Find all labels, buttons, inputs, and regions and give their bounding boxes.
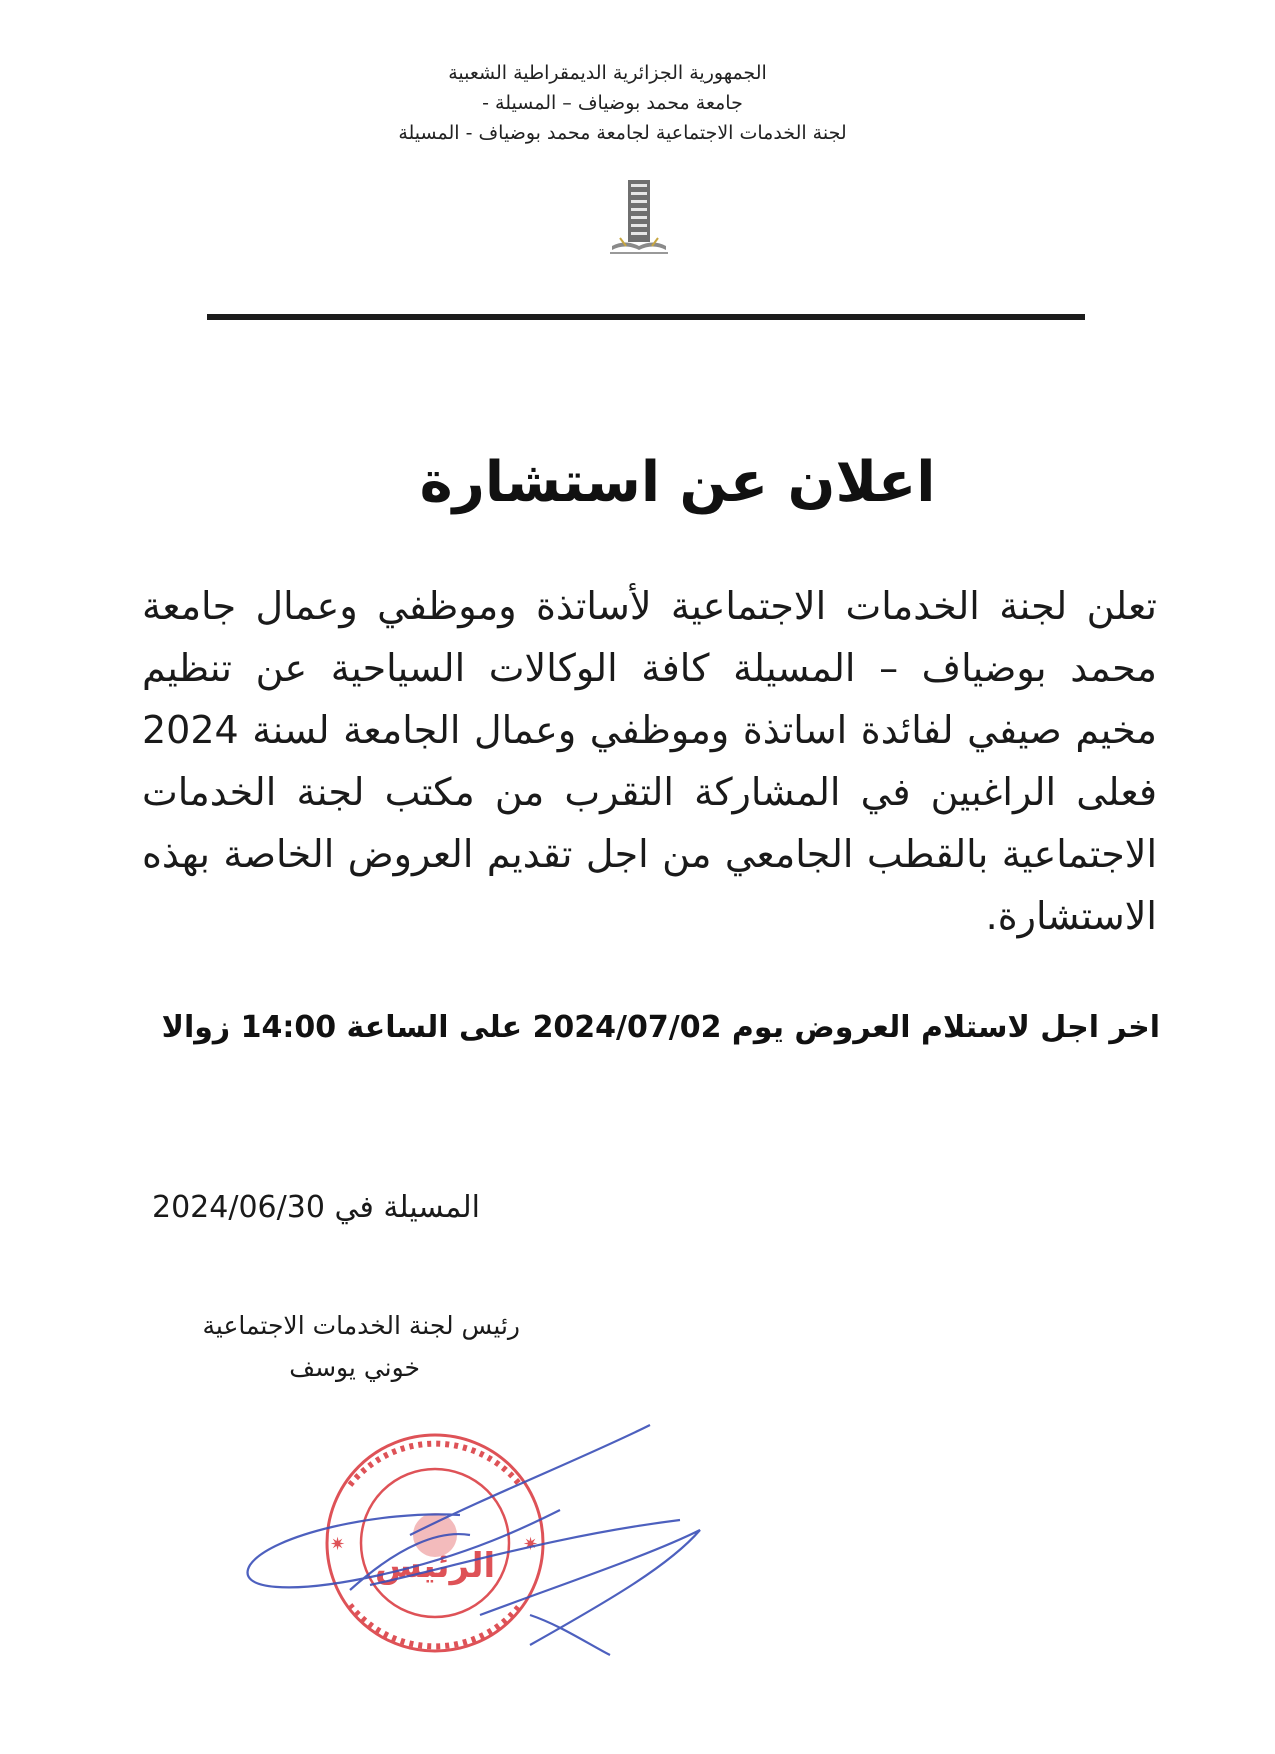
svg-text:الرئيس: الرئيس bbox=[374, 1546, 496, 1586]
handwritten-signature-icon bbox=[248, 1425, 700, 1655]
letterhead-republic: الجمهورية الجزائرية الديمقراطية الشعبية bbox=[448, 62, 767, 84]
stamp-seal-icon bbox=[327, 1435, 543, 1651]
place-and-date: المسيلة في 2024/06/30 bbox=[152, 1190, 480, 1225]
svg-text:✷: ✷ bbox=[523, 1534, 539, 1555]
signatory-role: رئيس لجنة الخدمات الاجتماعية bbox=[202, 1311, 520, 1340]
svg-text:✷: ✷ bbox=[330, 1534, 346, 1555]
official-stamp-and-signature bbox=[230, 1415, 790, 1665]
announcement-title: اعلان عن استشارة bbox=[419, 450, 936, 515]
university-logo-icon bbox=[590, 176, 690, 276]
letterhead bbox=[0, 58, 1275, 148]
signatory-block bbox=[140, 1305, 520, 1389]
letterhead-university: جامعة محمد بوضياف – المسيلة - bbox=[482, 92, 743, 114]
letterhead-committee: لجنة الخدمات الاجتماعية لجامعة محمد بوضياف - المسيلة bbox=[398, 122, 847, 144]
signatory-name: خوني يوسف bbox=[289, 1353, 420, 1382]
header-divider bbox=[207, 314, 1085, 320]
submission-deadline: اخر اجل لاستلام العروض يوم 2024/07/02 على الساعة 14:00 زوالا bbox=[161, 1010, 1160, 1045]
announcement-body: تعلن لجنة الخدمات الاجتماعية لأساتذة وموظفي وعمال جامعة محمد بوضياف – المسيلة كافة الوكالات السياحية عن تنظيم مخيم صيفي لفائدة اساتذة وموظفي وعمال الجامعة لسنة 2024 فعلى الراغبين في المشاركة التقرب من مكتب لجنة الخدمات الاجتماعية بالقطب الجامعي من اجل تقديم العروض الخاصة بهذه الاستشارة. bbox=[142, 584, 1157, 938]
